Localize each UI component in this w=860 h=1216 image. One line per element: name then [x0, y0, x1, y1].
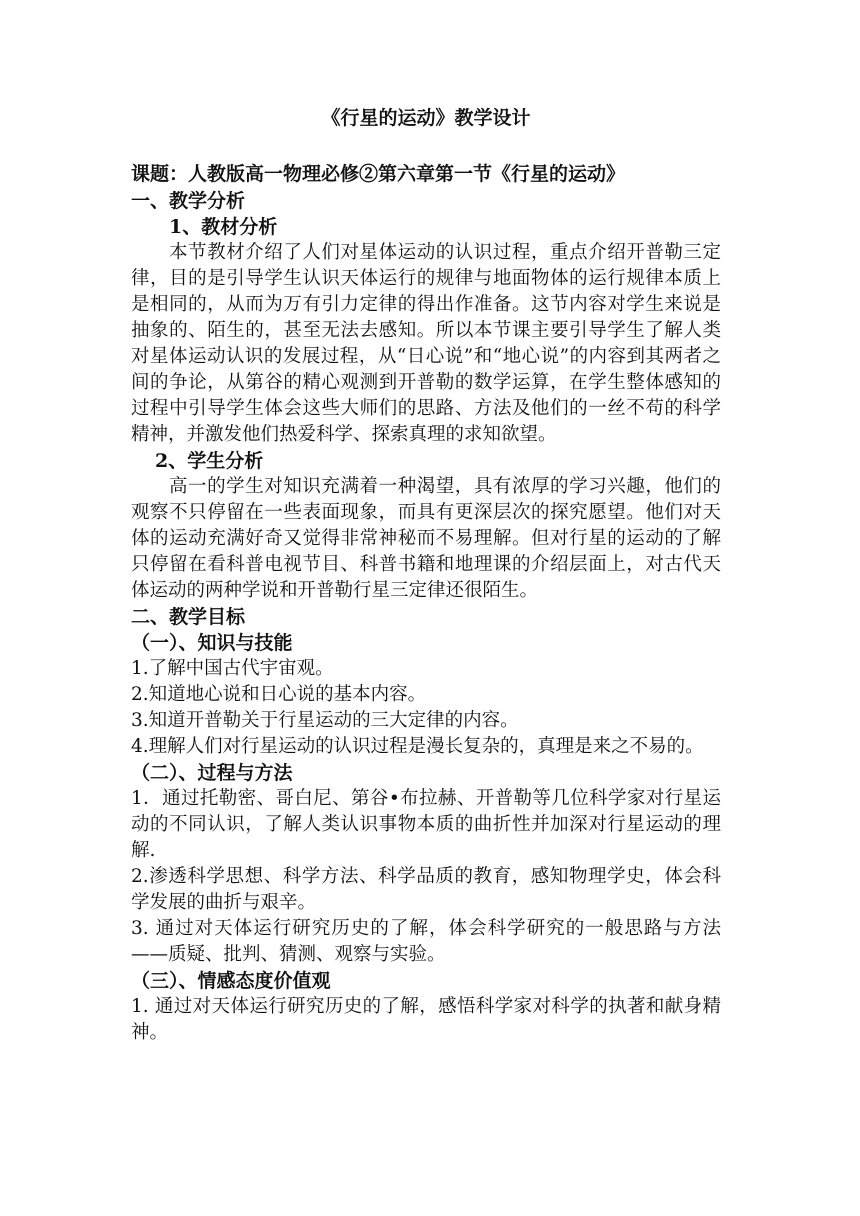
list-item: 2.知道地心说和日心说的基本内容。 [131, 684, 427, 705]
list-item: 2.渗透科学思想、科学方法、科学品质的教育，感知物理学史，体会科学发展的曲折与艰辛。 [131, 866, 721, 913]
section-heading-analysis: 一、教学分析 [131, 190, 246, 212]
list-item: 3.知道开普勒关于行星运动的三大定律的内容。 [131, 710, 519, 731]
document-content [131, 104, 721, 1046]
subsection-heading-textbook: 1、教材分析 [169, 216, 278, 238]
objective-heading-process: （二）、过程与方法 [131, 762, 293, 784]
course-line: 课题：人教版高一物理必修②第六章第一节《行星的运动》 [131, 163, 626, 185]
paragraph-textbook-analysis: 本节教材介绍了人们对星体运动的认识过程，重点介绍开普勒三定律，目的是引导学生认识天体运行的规律与地面物体的运行规律本质上是相同的，从而为万有引力定律的得出作准备。这节内容对学生来说是抽象的、陌生的，甚至无法去感知。所以本节课主要引导学生了解人类对星体运动认识的发展过程，从“日心说”和“地心说”的内容到其两者之间的争论，从第谷的精心观测到开普勒的数学运算，在学生整体感知的过程中引导学生体会这些大师们的思路、方法及他们的一丝不苟的科学精神，并激发他们热爱科学、探索真理的求知欲望。 [131, 242, 721, 445]
list-item: 1.了解中国古代宇宙观。 [131, 658, 334, 679]
list-item: 4.理解人们对行星运动的认识过程是漫长复杂的，真理是来之不易的。 [131, 736, 704, 757]
document-title: 《行星的运动》教学设计 [321, 107, 531, 129]
list-item: 3. 通过对天体运行研究历史的了解，体会科学研究的一般思路与方法——质疑、批判、猜测、观察与实验。 [131, 918, 721, 965]
objective-heading-knowledge: （一）、知识与技能 [131, 632, 293, 654]
paragraph-student-analysis: 高一的学生对知识充满着一种渴望，具有浓厚的学习兴趣，他们的观察不只停留在一些表面现象，而具有更深层次的探究愿望。他们对天体的运动充满好奇又觉得非常神秘而不易理解。但对行星的运动的了解只停留在看科普电视节目、科普书籍和地理课的介绍层面上，对古代天体运动的两种学说和开普勒行星三定律还很陌生。 [131, 476, 721, 601]
list-item: 1．通过托勒密、哥白尼、第谷•布拉赫、开普勒等几位科学家对行星运动的不同认识，了解人类认识事物本质的曲折性并加深对行星运动的理解. [131, 788, 721, 861]
list-item: 1. 通过对天体运行研究历史的了解，感悟科学家对科学的执著和献身精神。 [131, 996, 721, 1043]
section-heading-objectives: 二、教学目标 [131, 606, 246, 628]
subsection-heading-students: 2、学生分析 [155, 450, 264, 472]
objective-heading-attitude: （三）、情感态度价值观 [131, 970, 331, 992]
